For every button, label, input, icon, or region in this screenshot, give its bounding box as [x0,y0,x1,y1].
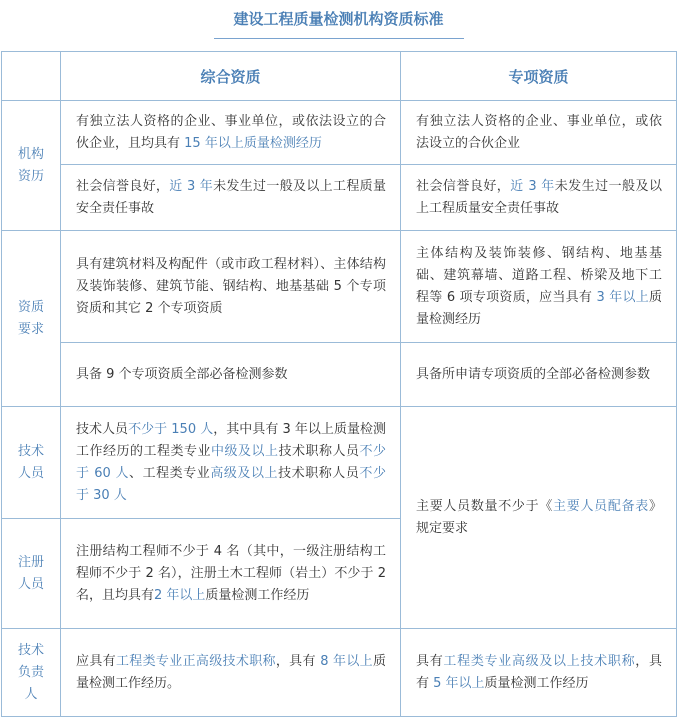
body-text: 技术职称人员 [278,443,360,459]
body-text: 社会信誉良好， [416,178,511,194]
body-text: 主体结构及装饰装修、钢结构、地基基础、建筑幕墙、道路工程、桥梁及地下工程等 6 项专项资质，应当具有 [416,245,662,305]
row-label-line: 资质 [17,299,44,315]
cell-registered-comprehensive [61,519,401,629]
body-text: 应具有 [76,653,116,669]
cell-parameters-comprehensive [61,343,401,407]
body-text: 具有 [416,653,444,669]
cell-lead-specialized [401,629,677,717]
body-text: 注册结构工程师不少于 4 名（其中，一级注册结构工程师不少于 2 名），注册土木工程师（岩土）不少于 2 名，且均具有 [76,543,386,603]
body-text: 有独立法人资格的企业、事业单位，或依法设立的合伙企业，且均具有 [76,113,386,151]
body-text: 社会信誉良好， [76,178,170,194]
cell-reputation-comprehensive [61,165,401,231]
table-row [2,165,677,231]
row-label-line: 人 [24,686,38,702]
highlight-text: 近 3 年 [510,178,555,194]
row-label-institution-history [2,101,61,231]
row-label-line: 机构 [17,146,44,162]
page-title: 建设工程质量检测机构资质标准 [233,10,444,28]
body-text: 未发生过一般及以上工程质量安全责任事故 [416,178,662,216]
table-row [2,629,677,717]
body-text: 、工程类专业 [129,465,211,481]
highlight-text: 5 年以上 [433,675,485,691]
row-label-qualification [2,231,61,407]
cell-personnel-specialized [401,407,677,629]
table-row [2,101,677,165]
cell-institution-specialized [401,101,677,165]
header-row [2,52,677,101]
table-row [2,231,677,343]
row-label-line: 人员 [17,465,44,481]
body-text: 主要人员数量不少于《 [416,498,554,514]
row-label-line: 负责 [17,664,44,680]
highlight-text: 不少于 30 人 [76,465,386,503]
row-label-technical-lead [2,629,61,717]
cell-parameters-specialized [401,343,677,407]
body-text: 》规定要求 [416,498,662,536]
highlight-text: 2 年以上 [154,587,206,603]
body-text: 质量检测工作经历 [484,675,589,691]
body-text: 质量检测工作经历。 [76,653,386,691]
row-label-line: 资历 [17,168,44,184]
body-text: 质量检测工作经历 [205,587,310,603]
body-text: ，其中具有 3 年以上质量检测工作经历的工程类专业 [76,421,386,459]
row-label-registered-staff [2,519,61,629]
highlight-text: 8 年以上 [320,653,373,669]
body-text: 技术人员 [76,421,129,437]
highlight-text: 15 年以上质量检测经历 [184,135,322,151]
body-text: 质量检测经历 [416,289,662,327]
body-text: ，具有 [416,653,662,691]
row-label-technical-staff [2,407,61,519]
row-label-line: 注册 [17,554,44,570]
body-text: 具备 9 个专项资质全部必备检测参数 [76,366,288,382]
highlight-text: 工程类专业高级及以上技术职称 [443,653,636,669]
highlight-text: 不少于 150 人 [128,421,214,437]
corner-cell [2,52,61,101]
body-text: 有独立法人资格的企业、事业单位，或依法设立的合伙企业 [416,113,662,151]
title-underline [214,38,464,39]
highlight-text: 工程类专业正高级技术职称 [115,653,276,669]
body-text: 技术职称人员 [278,465,360,481]
qualification-table [1,51,677,717]
highlight-text: 高级及以上 [210,465,279,481]
row-label-line: 技术 [17,642,44,658]
cell-institution-comprehensive [61,101,401,165]
header-comprehensive: 综合资质 [61,52,401,101]
cell-qualification-specialized [401,231,677,343]
row-label-line: 人员 [17,576,44,592]
body-text: 具备所申请专项资质的全部必备检测参数 [416,366,651,382]
row-label-line: 要求 [17,321,44,337]
highlight-text: 中级及以上 [210,443,279,459]
table-row [2,407,677,519]
cell-reputation-specialized [401,165,677,231]
highlight-text: 近 3 年 [169,178,214,194]
header-specialized: 专项资质 [401,52,677,101]
highlight-text: 主要人员配备表 [553,498,649,514]
cell-technical-comprehensive [61,407,401,519]
table-row [2,343,677,407]
cell-lead-comprehensive [61,629,401,717]
cell-qualification-comprehensive [61,231,401,343]
body-text: ，具有 [275,653,321,669]
highlight-text: 不少于 60 人 [76,443,386,481]
body-text: 未发生过一般及以上工程质量安全责任事故 [76,178,386,216]
row-label-line: 技术 [17,443,44,459]
highlight-text: 3 年以上 [596,289,649,305]
body-text: 具有建筑材料及构配件（或市政工程材料）、主体结构及装饰装修、建筑节能、钢结构、地基基础 5 个专项资质和其它 2 个专项资质 [76,256,386,316]
